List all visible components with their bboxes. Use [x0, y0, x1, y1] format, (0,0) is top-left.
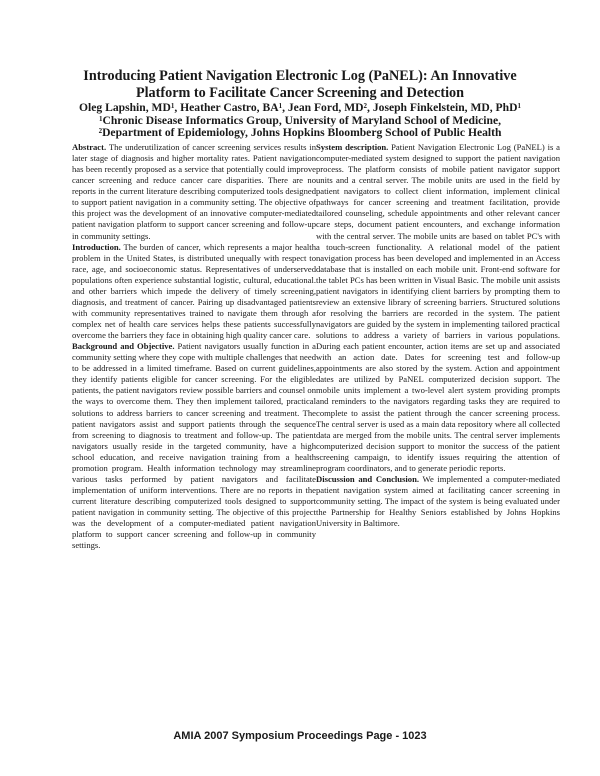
abstract-heading: Abstract. — [72, 142, 107, 152]
background-text: Patient navigators usually function in a community setting where they cope with multiple challenges that need to be addressed in a limited timeframe. Based on current guidelines, they identify patients eligible for cancer screening. For the eligible patients, the patient navigators review possible barriers and counsel on the ways to overcome them. They then implement tailored, practical solutions to address barriers to cancer screening and treatment. The patient navigators assist and support patients through the sequence from screening to diagnosis to treatment and follow-up. The patient navigators usually reside in the targeted community, have a high school education, and receive navigation training from a health promotion program. Health information technology may streamline various tasks performed by patient navigators and facilitate implementation of uniform interventions. There are no reports in the current literature describing computerized tools designed to support patient navigation in community setting. The objective of this project was the development of a computer-mediated patient navigation platform to support cancer screening and follow-up in community settings. — [72, 341, 316, 551]
page-footer: AMIA 2007 Symposium Proceedings Page - 1023 — [173, 730, 427, 742]
affiliation-1-text: Chronic Disease Informatics Group, University of Maryland School of Medicine, — [102, 113, 502, 127]
abstract-text: The underutilization of cancer screening services results in later stage of diagnosis and higher mortality rates. Patient navigation has been recently proposed as a service that potentially could improve cancer screening and reduce cancer care disparities. There are no reports in the current literature describing computerized tools designed to support patient navigation in a community setting. The objective of this project was the development of an innovative computer-mediated patient navigation platform to support cancer screening and follow-up in community settings. — [72, 142, 316, 241]
introduction-paragraph — [72, 242, 316, 342]
background-paragraph — [72, 341, 316, 551]
affiliation-2-text: Department of Epidemiology, Johns Hopkins Bloomberg School of Public Health — [102, 126, 502, 139]
affiliation-1-number: 1 — [98, 114, 103, 123]
author-1-affiliation: 1 — [170, 102, 175, 110]
paper-title-line-2: Platform to Facilitate Cancer Screening and Detection — [135, 85, 465, 101]
abstract-paragraph — [72, 142, 316, 242]
right-column — [316, 142, 560, 529]
affiliation-2 — [30, 127, 570, 140]
system-description-heading: System description. — [316, 142, 389, 152]
left-column — [72, 142, 316, 551]
author-3: , Jean Ford, MD — [282, 101, 364, 114]
author-3-affiliation: 2 — [363, 102, 368, 110]
author-1: Oleg Lapshin, MD — [79, 101, 171, 114]
author-4: , Joseph Finkelstein, MD, PhD — [367, 101, 518, 114]
system-description-paragraph — [316, 142, 560, 474]
paper-title-line-1: Introducing Patient Navigation Electronic Log (PaNEL): An Innovative — [83, 68, 517, 84]
paper-title — [30, 68, 570, 102]
author-block — [30, 102, 570, 140]
author-2: , Heather Castro, BA — [174, 101, 279, 114]
affiliation-2-number: 2 — [98, 127, 103, 135]
author-4-affiliation: 1 — [517, 102, 521, 110]
author-2-affiliation: 1 — [278, 102, 283, 110]
system-description-text: Patient Navigation Electronic Log (PaNEL) is a computer-mediated system designed to support the patient navigation process. The platform consists of mobile patient navigator support units and a central server. The mobile units are used in the field by patient navigators to collect client information, implement clinical pathways for cancer screening and treatment facilitation, provide tailored counseling, schedule appointments and other relevant cancer care steps, document patient encounters, and exchange information with the central server. The mobile units are based on tablet PC's with a touch-screen functionality. A relational model of the patient navigation process has been developed and implemented in an Access database that is installed on each mobile unit. Front-end software for the tablet PCs has been written in Visual Basic. The mobile unit assists patient navigators in identifying client barriers by prompting them to review an extensive library of screening barriers. Structured solutions for resolving the barriers are recorded in the system. The patient navigators are guided by the system in implementing tailored practical solutions to address a variety of barriers in various populations. During each patient encounter, action items are set up and associated with an action date. Dates for screening test and follow-up appointments are also stored by the system. Action and appointment dates are utilized by PaNEL computerized decision support. The mobile units implement a two-level alert system providing prompts and reminders to the navigators regarding tasks they are required to complete to assist the patient through the cancer screening process. The central server is used as a main data repository where all collected data are merged from the mobile units. The central server implements computerized decision support to monitor the success of the patient screening campaign, to identify issues requiring the attention of program coordinators, and to generate periodic reports. — [316, 142, 560, 473]
discussion-heading: Discussion and Conclusion. — [316, 473, 420, 484]
introduction-text: The burden of cancer, which represents a major health problem in the United States, is distributed unequally with respect to race, age, and socioeconomic status. Representatives of underserved populations often experience substantial logistic, cultural, educational. and other barriers which impede the delivery of timely screening, diagnosis, and treatment of cancer. Pairing up disadvantaged patients with community representatives trained to navigate them through a complex net of health care services helps these patients successfully overcome the barriers they face in obtaining high quality cancer care. — [72, 241, 316, 341]
discussion-paragraph — [316, 474, 560, 529]
introduction-heading: Introduction. — [72, 241, 121, 252]
background-heading: Background and Objective. — [72, 341, 175, 352]
discussion-text: We implemented a computer-mediated patient navigation system aimed at facilitating cancer screening in community setting. The impact of the system is being evaluated under the Partnership for Healthy Seniors established by Johns Hopkins University in Baltimore. — [316, 473, 560, 529]
